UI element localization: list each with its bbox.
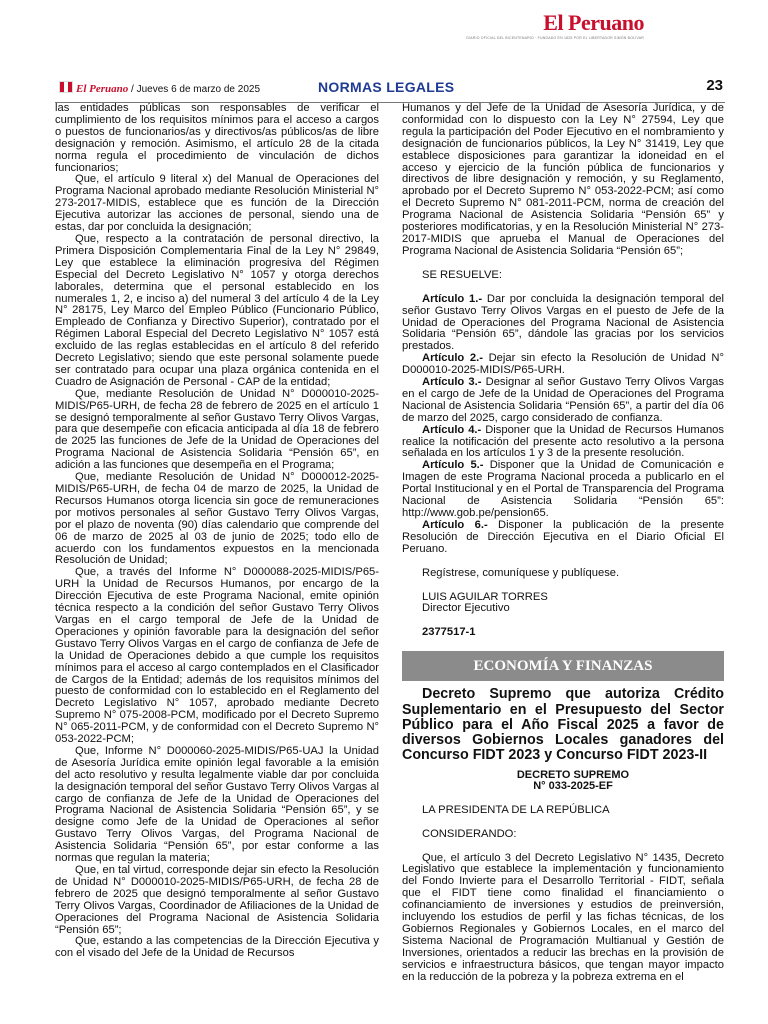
resolve-heading: SE RESUELVE: <box>422 268 502 281</box>
page-header <box>55 76 725 103</box>
decree-number: N° 033-2025-EF <box>533 780 613 793</box>
header-left <box>59 81 260 95</box>
paragraph: Que, mediante Resolución de Unidad N° D000010-2025-MIDIS/P65-URH, de fecha 28 de febrero de 2025 en el artículo 1 se designó temporalmente al señor Gustavo Terry Olivos Vargas, para que desempeñe con eficacia anticipada al día 18 de febrero de 2025 las funciones de Jefe de la Unidad de Operaciones del Programa Nacional de Asistencia Solidaria “Pensión 65”, en adición a las funciones que desempeña en el Programa; <box>55 387 379 472</box>
decree-label: DECRETO SUPREMO <box>516 768 630 781</box>
article-2: Artículo 2.- Dejar sin efecto la Resolución de Unidad N° D000010-2025-MIDIS/P65-URH. <box>402 352 724 377</box>
masthead-logo: El Peruano <box>543 10 644 35</box>
president-line: LA PRESIDENTA DE LA REPÚBLICA <box>422 803 610 816</box>
document-code: 2377517-1 <box>422 626 476 639</box>
right-column <box>402 103 724 984</box>
article-5: Artículo 5.- Disponer que la Unidad de Comunicación e Imagen de este Programa Nacional proceda a publicarlo en el Portal Institucional y en el Portal de Transparencia del Programa Nacional de Asistencia Solidaria “Pensión 65”: http://www.gob.pe/pension65. <box>402 459 724 519</box>
header-section: NORMAS LEGALES <box>318 79 455 95</box>
article-1: Artículo 1.- Dar por concluida la designación temporal del señor Gustavo Terry Olivos Vargas en el puesto de Jefe de la Unidad de Operaciones del Programa Nacional de Asistencia Solidaria “Pensión 65”, dándole las gracias por los servicios prestados. <box>402 292 724 353</box>
considering-heading: CONSIDERANDO: <box>422 827 517 840</box>
paragraph: Que, en tal virtud, corresponde dejar sin efecto la Resolución de Unidad N° D000010-2025-MIDIS/P65-URH, de fecha 28 de febrero de 2025 que designó temporalmente al señor Gustavo Terry Olivos Vargas, Coordinador de Afiliaciones de la Unidad de Operaciones del Programa Nacional de Asistencia Solidaria “Pensión 65”; <box>55 864 379 936</box>
paragraph: Humanos y del Jefe de la Unidad de Asesoría Jurídica, y de conformidad con lo dispuesto con la Ley N° 27594, Ley que regula la participación del Poder Ejecutivo en el nombramiento y designación de funcionarios públicos, la Ley N° 31419, Ley que establece disposiciones para garantizar la idoneidad en el acceso y ejercicio de la función pública de funcionarios y directivos de libre designación y remoción, y su Reglamento, aprobado por el Decreto Supremo N° 053-2022-PCM; así como el Decreto Supremo N° 081-2011-PCM, norma de creación del Programa Nacional de Asistencia Solidaria “Pensión 65” y posteriores modificatorias, y en la Resolución Ministerial N° 273-2017-MIDIS que aprueba el Manual de Operaciones del Programa Nacional de Asistencia Solidaria “Pensión 65”; <box>402 102 724 257</box>
paragraph: Que, estando a las competencias de la Dirección Ejecutiva y con el visado del Jefe de la Unidad de Recursos <box>55 935 379 960</box>
signer-name: LUIS AGUILAR TORRES <box>422 590 548 603</box>
paragraph: Que, el artículo 3 del Decreto Legislativo N° 1435, Decreto Legislativo que establece la implementación y funcionamiento del Fondo Invierte para el Desarrollo Territorial - FIDT, señala que el FIDT tiene como finalidad el financiamiento o cofinanciamiento de inversiones y estudios de preinversión, incluyendo los estudios de perfil y las fichas técnicas, de los Gobiernos Regionales y Gobiernos Locales, en el marco del Sistema Nacional de Programación Multianual y Gestión de Inversiones, orientados a reducir las brechas en la provisión de servicios e infraestructura básicos, que tengan mayor impacto en la reducción de la pobreza y la pobreza extrema en el <box>402 851 724 983</box>
section-bar: ECONOMÍA Y FINANZAS <box>402 651 724 681</box>
peru-flag-icon <box>59 81 73 93</box>
closing-line: Regístrese, comuníquese y publíquese. <box>422 566 620 579</box>
page-number: 23 <box>706 77 723 94</box>
paragraph: Que, respecto a la contratación de personal directivo, la Primera Disposición Complementaria Final de la Ley N° 29849, Ley que establece la eliminación progresiva del Régimen Especial del Decreto Legislativo N° 1057 y otorga derechos laborales, determina que el personal establecido en los numerales 1, 2, e inciso a) del numeral 3 del artículo 4 de la Ley N° 28175, Ley Marco del Empleo Público (Funcionario Público, Empleado de Confianza y Directivo Superior), contratado por el Régimen Laboral Especial del Decreto Legislativo N° 1057 está excluido de las reglas establecidas en el artículo 8 del referido Decreto Legislativo; siendo que este personal solamente puede ser contratado para ocupar una plaza orgánica contenida en el Cuadro de Asignación de Personal - CAP de la entidad; <box>55 232 379 388</box>
paragraph: Que, Informe N° D000060-2025-MIDIS/P65-UAJ la Unidad de Asesoría Jurídica emite opinión legal favorable a la emisión del acto resolutivo y resulta legalmente viable dar por concluida la designación temporal del señor Gustavo Terry Olivos Vargas al cargo de confianza de Jefe de la Unidad de Operaciones del Programa Nacional de Asistencia Solidaria “Pensión 65”, y se designe como Jefe de la Unidad de Operaciones al señor Gustavo Terry Olivos Vargas, del Programa Nacional de Asistencia Solidaria “Pensión 65”, por estar conforme a las normas que regulan la materia; <box>55 744 379 865</box>
header-brand: El Peruano <box>76 83 129 95</box>
article-4: Artículo 4.- Disponer que la Unidad de Recursos Humanos realice la notificación del presente acto resolutivo a la persona señalada en los artículos 1 y 3 de la presente resolución. <box>402 423 724 460</box>
masthead-tagline: DIARIO OFICIAL DEL BICENTENARIO · FUNDADO EN 1825 POR EL LIBERTADOR SIMÓN BOLÍVAR <box>466 36 644 40</box>
paragraph: Que, a través del Informe N° D000088-2025-MIDIS/P65-URH la Unidad de Recursos Humanos, por encargo de la Dirección Ejecutiva de este Programa Nacional, emite opinión técnica respecto a la condición del señor Gustavo Terry Olivos Vargas en el cargo temporal de Jefe de la Unidad de Operaciones y opinión favorable para la designación del señor Gustavo Terry Olivos Vargas en el cargo de confianza de Jefe de la Unidad de Operaciones debido a que cumple los requisitos mínimos para el acceso al cargo contemplados en el Clasificador de Cargos de la Entidad; además de los requisitos mínimos del puesto de conformidad con lo establecido en el Reglamento del Decreto Legislativo N° 1057, aprobado mediante Decreto Supremo N° 075-2008-PCM, modificado por el Decreto Supremo N° 065-2011-PCM, y de conformidad con el Decreto Supremo N° 053-2022-PCM; <box>55 566 379 746</box>
decree-title: Decreto Supremo que autoriza Crédito Suplementario en el Presupuesto del Sector Público para el Año Fiscal 2025 a favor de diversos Gobiernos Locales ganadores del Concurso FIDT 2023 y Concurso FIDT 2023-II <box>402 686 724 764</box>
article-6: Artículo 6.- Disponer la publicación de la presente Resolución de Dirección Ejecutiva en el Diario Oficial El Peruano. <box>402 518 724 555</box>
signer-title: Director Ejecutivo <box>422 602 510 615</box>
masthead <box>466 10 644 40</box>
left-column <box>55 103 379 960</box>
paragraph: las entidades públicas son responsables de verificar el cumplimiento de los requisitos mínimos para el acceso a cargos o puestos de funcionarios/as y directivos/as públicos/as de libre designación y remoción. Asimismo, el artículo 28 de la citada norma regula el procedimiento de vinculación de dichos funcionarios; <box>55 102 379 174</box>
article-3: Artículo 3.- Designar al señor Gustavo Terry Olivos Vargas en el cargo de Jefe de la Unidad de Operaciones del Programa Nacional de Asistencia Solidaria “Pensión 65”, a partir del día 06 de marzo del 2025, cargo considerado de confianza. <box>402 376 724 424</box>
paragraph: Que, el artículo 9 literal x) del Manual de Operaciones del Programa Nacional aprobado mediante Resolución Ministerial N° 273-2017-MIDIS, establece que es función de la Dirección Ejecutiva autorizar las acciones de personal, siendo una de estas, dar por concluida la designación; <box>55 173 379 234</box>
paragraph: Que, mediante Resolución de Unidad N° D000012-2025-MIDIS/P65-URH, de fecha 04 de marzo de 2025, la Unidad de Recursos Humanos otorga licencia sin goce de remuneraciones por motivos personales al señor Gustavo Terry Olivos Vargas, por el plazo de noventa (90) días calendario que comprende del 06 de marzo de 2025 al 03 de junio de 2025; todo ello de acuerdo con los fundamentos expuestos en la mencionada Resolución de Unidad; <box>55 471 379 567</box>
header-date: / Jueves 6 de marzo de 2025 <box>131 84 261 95</box>
